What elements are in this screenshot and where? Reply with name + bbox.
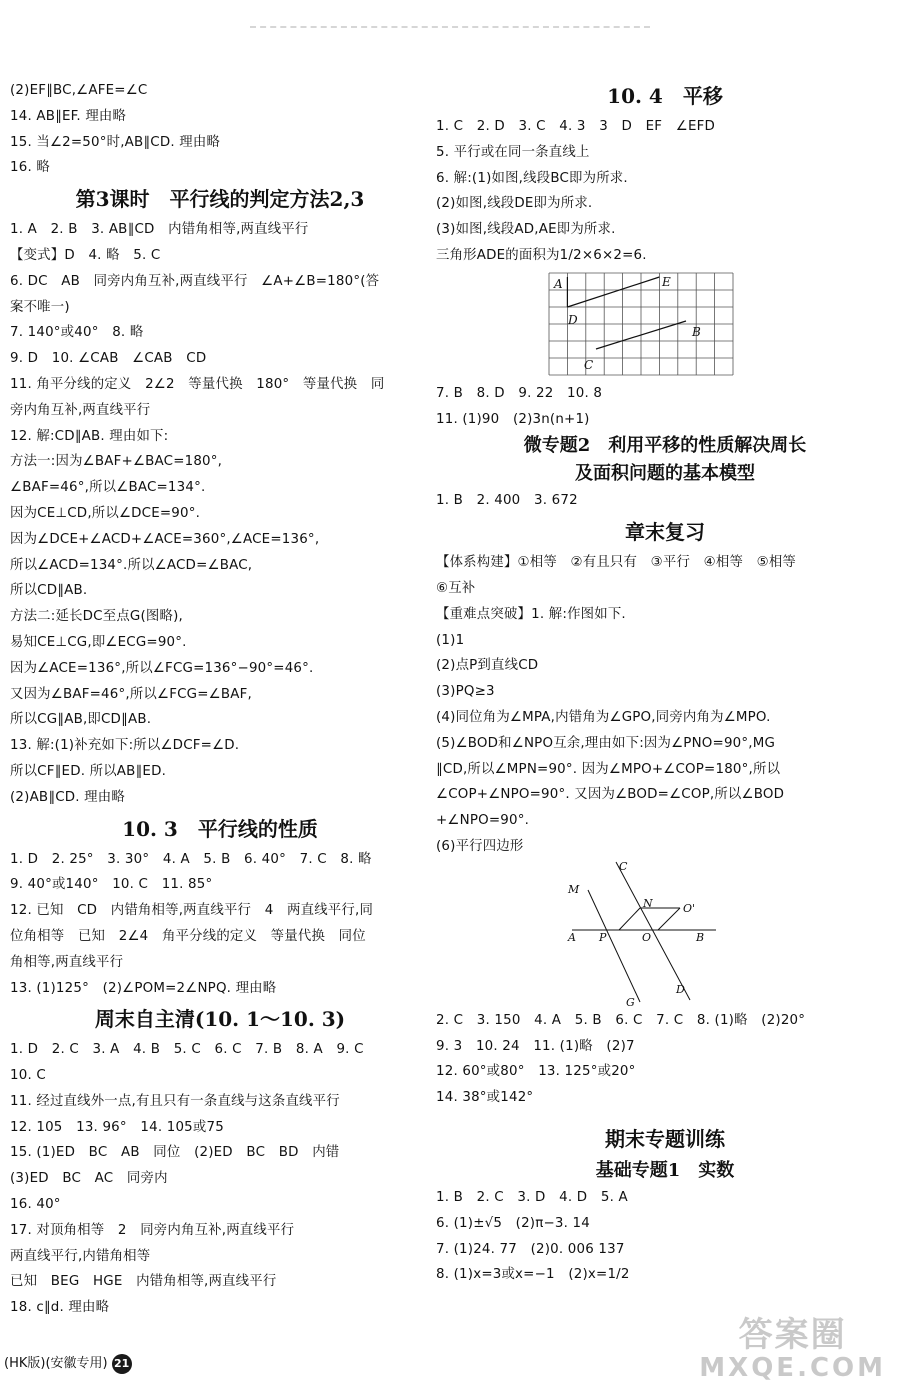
- answer-line: 又因为∠BAF=46°,所以∠FCG=∠BAF,: [10, 686, 252, 702]
- answer-line: (6)平行四边形: [436, 838, 524, 854]
- answer-line: 方法二:延长DC至点G(图略),: [10, 609, 183, 625]
- answer-line: 2. C 3. 150 4. A 5. B 6. C 7. C 8. (1)略 (2)20°: [436, 1012, 806, 1028]
- answer-line: 15. (1)ED BC AB 同位 (2)ED BC BD 内错: [10, 1145, 340, 1161]
- answer-line: 6. DC AB 同旁内角互补,两直线平行 ∠A+∠B=180°(答: [10, 273, 380, 289]
- page-footer: [4, 1352, 132, 1374]
- answer-line: 15. 当∠2=50°时,AB∥CD. 理由略: [10, 134, 221, 150]
- answer-line: 1. B 2. 400 3. 672: [436, 493, 578, 509]
- answer-line: 16. 40°: [10, 1197, 61, 1213]
- edition-label: (HK版)(安徽专用): [4, 1356, 108, 1371]
- answer-line: 所以∠ACD=134°.所以∠ACD=∠BAC,: [10, 557, 253, 573]
- answer-line: 18. c∥d. 理由略: [10, 1300, 110, 1316]
- answer-line: 11. (1)90 (2)3n(n+1): [436, 411, 590, 427]
- answer-line: (4)同位角为∠MPA,内错角为∠GPO,同旁内角为∠MPO.: [436, 709, 771, 725]
- answers-block-4: [436, 550, 894, 860]
- answer-line: (2)EF∥BC,∠AFE=∠C: [10, 83, 148, 98]
- answer-line: 12. 60°或80° 13. 125°或20°: [436, 1064, 636, 1080]
- answer-line: 三角形ADE的面积为1/2×6×2=6.: [436, 247, 647, 263]
- answer-line: 易知CE⊥CG,即∠ECG=90°.: [10, 634, 187, 650]
- answer-line: 【变式】D 4. 略 5. C: [10, 247, 161, 263]
- fig-label-g: G: [626, 995, 635, 1008]
- answer-line: 14. 38°或142°: [436, 1090, 534, 1106]
- grid-label-b: B: [692, 324, 701, 339]
- answer-line: 9. 3 10. 24 11. (1)略 (2)7: [436, 1038, 635, 1054]
- answer-line: (2)点P到直线CD: [436, 658, 539, 674]
- fig-label-o: O: [642, 930, 652, 944]
- answer-line: 因为∠DCE+∠ACD+∠ACE=360°,∠ACE=136°,: [10, 531, 320, 547]
- answer-line: 12. 已知 CD 内错角相等,两直线平行 4 两直线平行,同: [10, 903, 374, 919]
- answer-line: 11. 角平分线的定义 2∠2 等量代换 180° 等量代换 同: [10, 376, 385, 392]
- answer-line: 已知 BEG HGE 内错角相等,两直线平行: [10, 1274, 277, 1290]
- answer-line: 1. D 2. 25° 3. 30° 4. A 5. B 6. 40° 7. C 8. 略: [10, 851, 372, 867]
- section-heading: 第3课时 平行线的判定方法2,3: [75, 187, 365, 212]
- fig-label-d: D: [676, 982, 685, 996]
- answer-line: 所以CD∥AB.: [10, 583, 88, 599]
- answer-line: (3)PQ≥3: [436, 684, 495, 700]
- answer-line: ∠BAF=46°,所以∠BAC=134°.: [10, 480, 206, 496]
- section-heading-translation: 10. 4 平移: [607, 84, 723, 108]
- grid-label-e: E: [662, 274, 671, 289]
- section-heading: 10. 3 平行线的性质: [122, 816, 318, 841]
- answer-line: 11. 经过直线外一点,有且只有一条直线与这条直线平行: [10, 1093, 340, 1109]
- answers-block-1: [436, 114, 894, 269]
- intersecting-lines-figure: [436, 860, 894, 1008]
- fig-label-c: C: [619, 859, 628, 873]
- answer-line: 10. C: [10, 1068, 46, 1084]
- topic-heading-line1: 微专题2 利用平移的性质解决周长: [523, 435, 807, 457]
- answer-line: 12. 解:CD∥AB. 理由如下:: [10, 428, 169, 444]
- answer-line: 13. 解:(1)补充如下:所以∠DCF=∠D.: [10, 738, 240, 754]
- answer-line: 方法一:因为∠BAF+∠BAC=180°,: [10, 454, 223, 470]
- answer-line: 12. 105 13. 96° 14. 105或75: [10, 1119, 224, 1135]
- answer-line: 位角相等 已知 2∠4 角平分线的定义 等量代换 同位: [10, 928, 366, 944]
- answer-line: 16. 略: [10, 160, 50, 176]
- section-heading: 周末自主清(10. 1～10. 3): [94, 1007, 346, 1032]
- translation-grid-figure: [436, 269, 894, 381]
- answer-line: 案不唯一): [10, 299, 70, 315]
- fig-label-a: A: [568, 930, 576, 944]
- answer-line: 9. 40°或140° 10. C 11. 85°: [10, 877, 213, 893]
- fig-label-b: B: [696, 930, 705, 944]
- fig-label-p: P: [599, 930, 607, 944]
- fig-label-o-prime: O': [683, 901, 696, 915]
- answer-line: 1. D 2. C 3. A 4. B 5. C 6. C 7. B 8. A 9. C: [10, 1042, 364, 1058]
- answer-line: 1. C 2. D 3. C 4. 3 3 D EF ∠EFD: [436, 119, 716, 134]
- page-number: 21: [112, 1354, 132, 1374]
- answer-line: 因为∠ACE=136°,所以∠FCG=136°−90°=46°.: [10, 660, 314, 676]
- answers-block-5: [436, 1008, 894, 1111]
- right-column: [436, 78, 894, 1288]
- answer-line: 9. D 10. ∠CAB ∠CAB CD: [10, 351, 207, 367]
- answer-line: 6. 解:(1)如图,线段BC即为所求.: [436, 170, 628, 186]
- grid-label-c: C: [584, 357, 594, 372]
- answer-line: 5. 平行或在同一条直线上: [436, 144, 590, 160]
- chapter-review-heading: 章末复习: [625, 520, 705, 545]
- answer-line: 所以CG∥AB,即CD∥AB.: [10, 712, 152, 728]
- answer-line: (3)如图,线段AD,AE即为所求.: [436, 222, 616, 238]
- answer-line: (3)ED BC AC 同旁内: [10, 1171, 168, 1187]
- answer-line: 两直线平行,内错角相等: [10, 1248, 151, 1264]
- answer-line: 8. (1)x=3或x=−1 (2)x=1/2: [436, 1267, 630, 1283]
- answer-line: 1. B 2. C 3. D 4. D 5. A: [436, 1189, 628, 1205]
- answer-line: (1)1: [436, 632, 465, 648]
- answer-line: 13. (1)125° (2)∠POM=2∠NPQ. 理由略: [10, 980, 277, 996]
- watermark-url: MXQE.COM: [699, 1353, 886, 1383]
- watermark-logo: 答案圈: [738, 1315, 847, 1355]
- answer-line: (2)AB∥CD. 理由略: [10, 789, 125, 805]
- fig-label-m: M: [568, 882, 580, 896]
- answer-line: 14. AB∥EF. 理由略: [10, 108, 127, 124]
- left-column: [10, 78, 430, 1321]
- grid-label-a: A: [554, 276, 563, 291]
- answer-line: +∠NPO=90°.: [436, 813, 530, 829]
- final-training-heading: 期末专题训练: [605, 1126, 725, 1151]
- answer-line: ⑥互补: [436, 580, 476, 596]
- fig-label-n: N: [643, 896, 653, 910]
- answer-line: 6. (1)±√5 (2)π−3. 14: [436, 1215, 590, 1231]
- watermark: [699, 1316, 886, 1382]
- answer-line: 7. B 8. D 9. 22 10. 8: [436, 385, 603, 401]
- grid-label-d: D: [568, 312, 578, 327]
- answer-line: 旁内角互补,两直线平行: [10, 402, 151, 418]
- answers-block-2: [436, 381, 894, 433]
- answer-line: 因为CE⊥CD,所以∠DCE=90°.: [10, 505, 201, 521]
- real-numbers-heading: 基础专题1 实数: [595, 1159, 735, 1181]
- answer-line: 7. (1)24. 77 (2)0. 006 137: [436, 1241, 625, 1257]
- answer-line: 7. 140°或40° 8. 略: [10, 325, 144, 341]
- answer-line: ∠COP+∠NPO=90°. 又因为∠BOD=∠COP,所以∠BOD: [436, 787, 785, 803]
- answers-block-3: [436, 488, 894, 514]
- answer-line: 【体系构建】①相等 ②有且只有 ③平行 ④相等 ⑤相等: [436, 555, 797, 571]
- answer-line: 角相等,两直线平行: [10, 954, 124, 970]
- top-edge-dashes: [250, 26, 650, 32]
- topic-heading-line2: 及面积问题的基本模型: [575, 463, 755, 485]
- answer-line: (2)如图,线段DE即为所求.: [436, 196, 593, 212]
- answer-line: 所以CF∥ED. 所以AB∥ED.: [10, 763, 167, 779]
- answers-block-6: [436, 1185, 894, 1288]
- answer-line: (5)∠BOD和∠NPO互余,理由如下:因为∠PNO=90°,MG: [436, 735, 776, 751]
- answer-line: 1. A 2. B 3. AB∥CD 内错角相等,两直线平行: [10, 222, 309, 238]
- answer-line: ∥CD,所以∠MPN=90°. 因为∠MPO+∠COP=180°,所以: [436, 761, 781, 777]
- answer-line: 【重难点突破】1. 解:作图如下.: [436, 606, 626, 622]
- answer-line: 17. 对顶角相等 2 同旁内角互补,两直线平行: [10, 1222, 295, 1238]
